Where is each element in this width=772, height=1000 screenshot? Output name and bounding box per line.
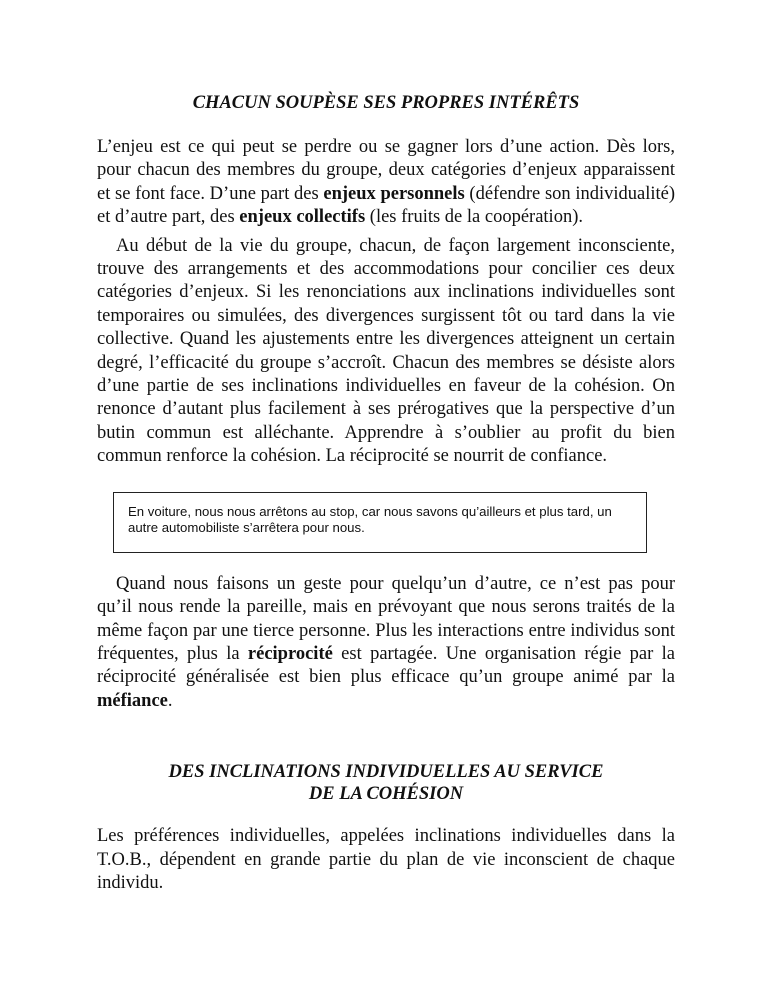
section-heading-interets: CHACUN SOUPÈSE SES PROPRES INTÉRÊTS xyxy=(192,93,580,113)
section-heading-inclinations xyxy=(97,761,675,805)
paragraph-enjeux xyxy=(97,136,675,230)
bold-term-enjeux-personnels: enjeux personnels xyxy=(323,183,465,204)
paragraph-preferences: Les préférences individuelles, appelées inclinations individuelles dans la T.O.B., dépendent en grande partie du plan de vie inconscient de chaque individu. xyxy=(97,826,675,893)
heading-line-1: DES INCLINATIONS INDIVIDUELLES AU SERVICE xyxy=(168,762,604,783)
bold-term-mefiance: méfiance xyxy=(97,690,168,711)
paragraph-vie-du-groupe: Au début de la vie du groupe, chacun, de façon largement inconsciente, trouve des arrangements et des accommodations pour concilier ces deux catégories d’enjeux. Si les renonciations aux inclinations individuelles sont temporaires ou simulées, des divergences surgissent tôt ou tard dans la vie collective. Quand les ajustements entre les divergences atteignent un certain degré, l’efficacité du groupe s’accroît. Chacun des membres se désiste alors d’une partie de ses inclinations individuelles en faveur de la cohésion. On renonce d’autant plus facilement à ses prérogatives que la perspective d’un butin commun est alléchante. Apprendre à s’oublier au profit du bien commun renforce la cohésion. La réciprocité se nourrit de confiance. xyxy=(97,235,675,467)
paragraph-reciprocite xyxy=(97,573,675,713)
bold-term-reciprocite: réciprocité xyxy=(247,643,333,664)
bold-term-enjeux-collectifs: enjeux collectifs xyxy=(239,207,366,228)
paragraph-text: L’enjeu est ce qui peut se perdre ou se gagner lors d’une action. Dès lors, pour chacun des membres du groupe, deux catégories d’enjeux apparaissent et se font face. D’une part des xyxy=(97,137,675,204)
paragraph-text: . xyxy=(167,690,173,711)
paragraph-text: est partagée. Une organisation régie par la réciprocité généralisée est bien plus efficace qu’un groupe animé par la xyxy=(97,643,675,688)
example-callout-box: En voiture, nous nous arrêtons au stop, car nous savons qu’ailleurs et plus tard, un autre automobiliste s’arrêtera pour nous. xyxy=(113,492,647,553)
paragraph-text: (défendre son individualité) et d’autre part, des xyxy=(97,183,675,228)
paragraph-text: Quand nous faisons un geste pour quelqu’un d’autre, ce n’est pas pour qu’il nous rende la pareille, mais en prévoyant que nous serons traités de la même façon par une tierce personne. Plus les interactions entre individus sont fréquentes, plus la xyxy=(97,573,675,664)
heading-line-2: DE LA COHÉSION xyxy=(308,784,464,805)
document-page xyxy=(97,92,675,895)
paragraph-text: (les fruits de la coopération). xyxy=(365,207,583,228)
